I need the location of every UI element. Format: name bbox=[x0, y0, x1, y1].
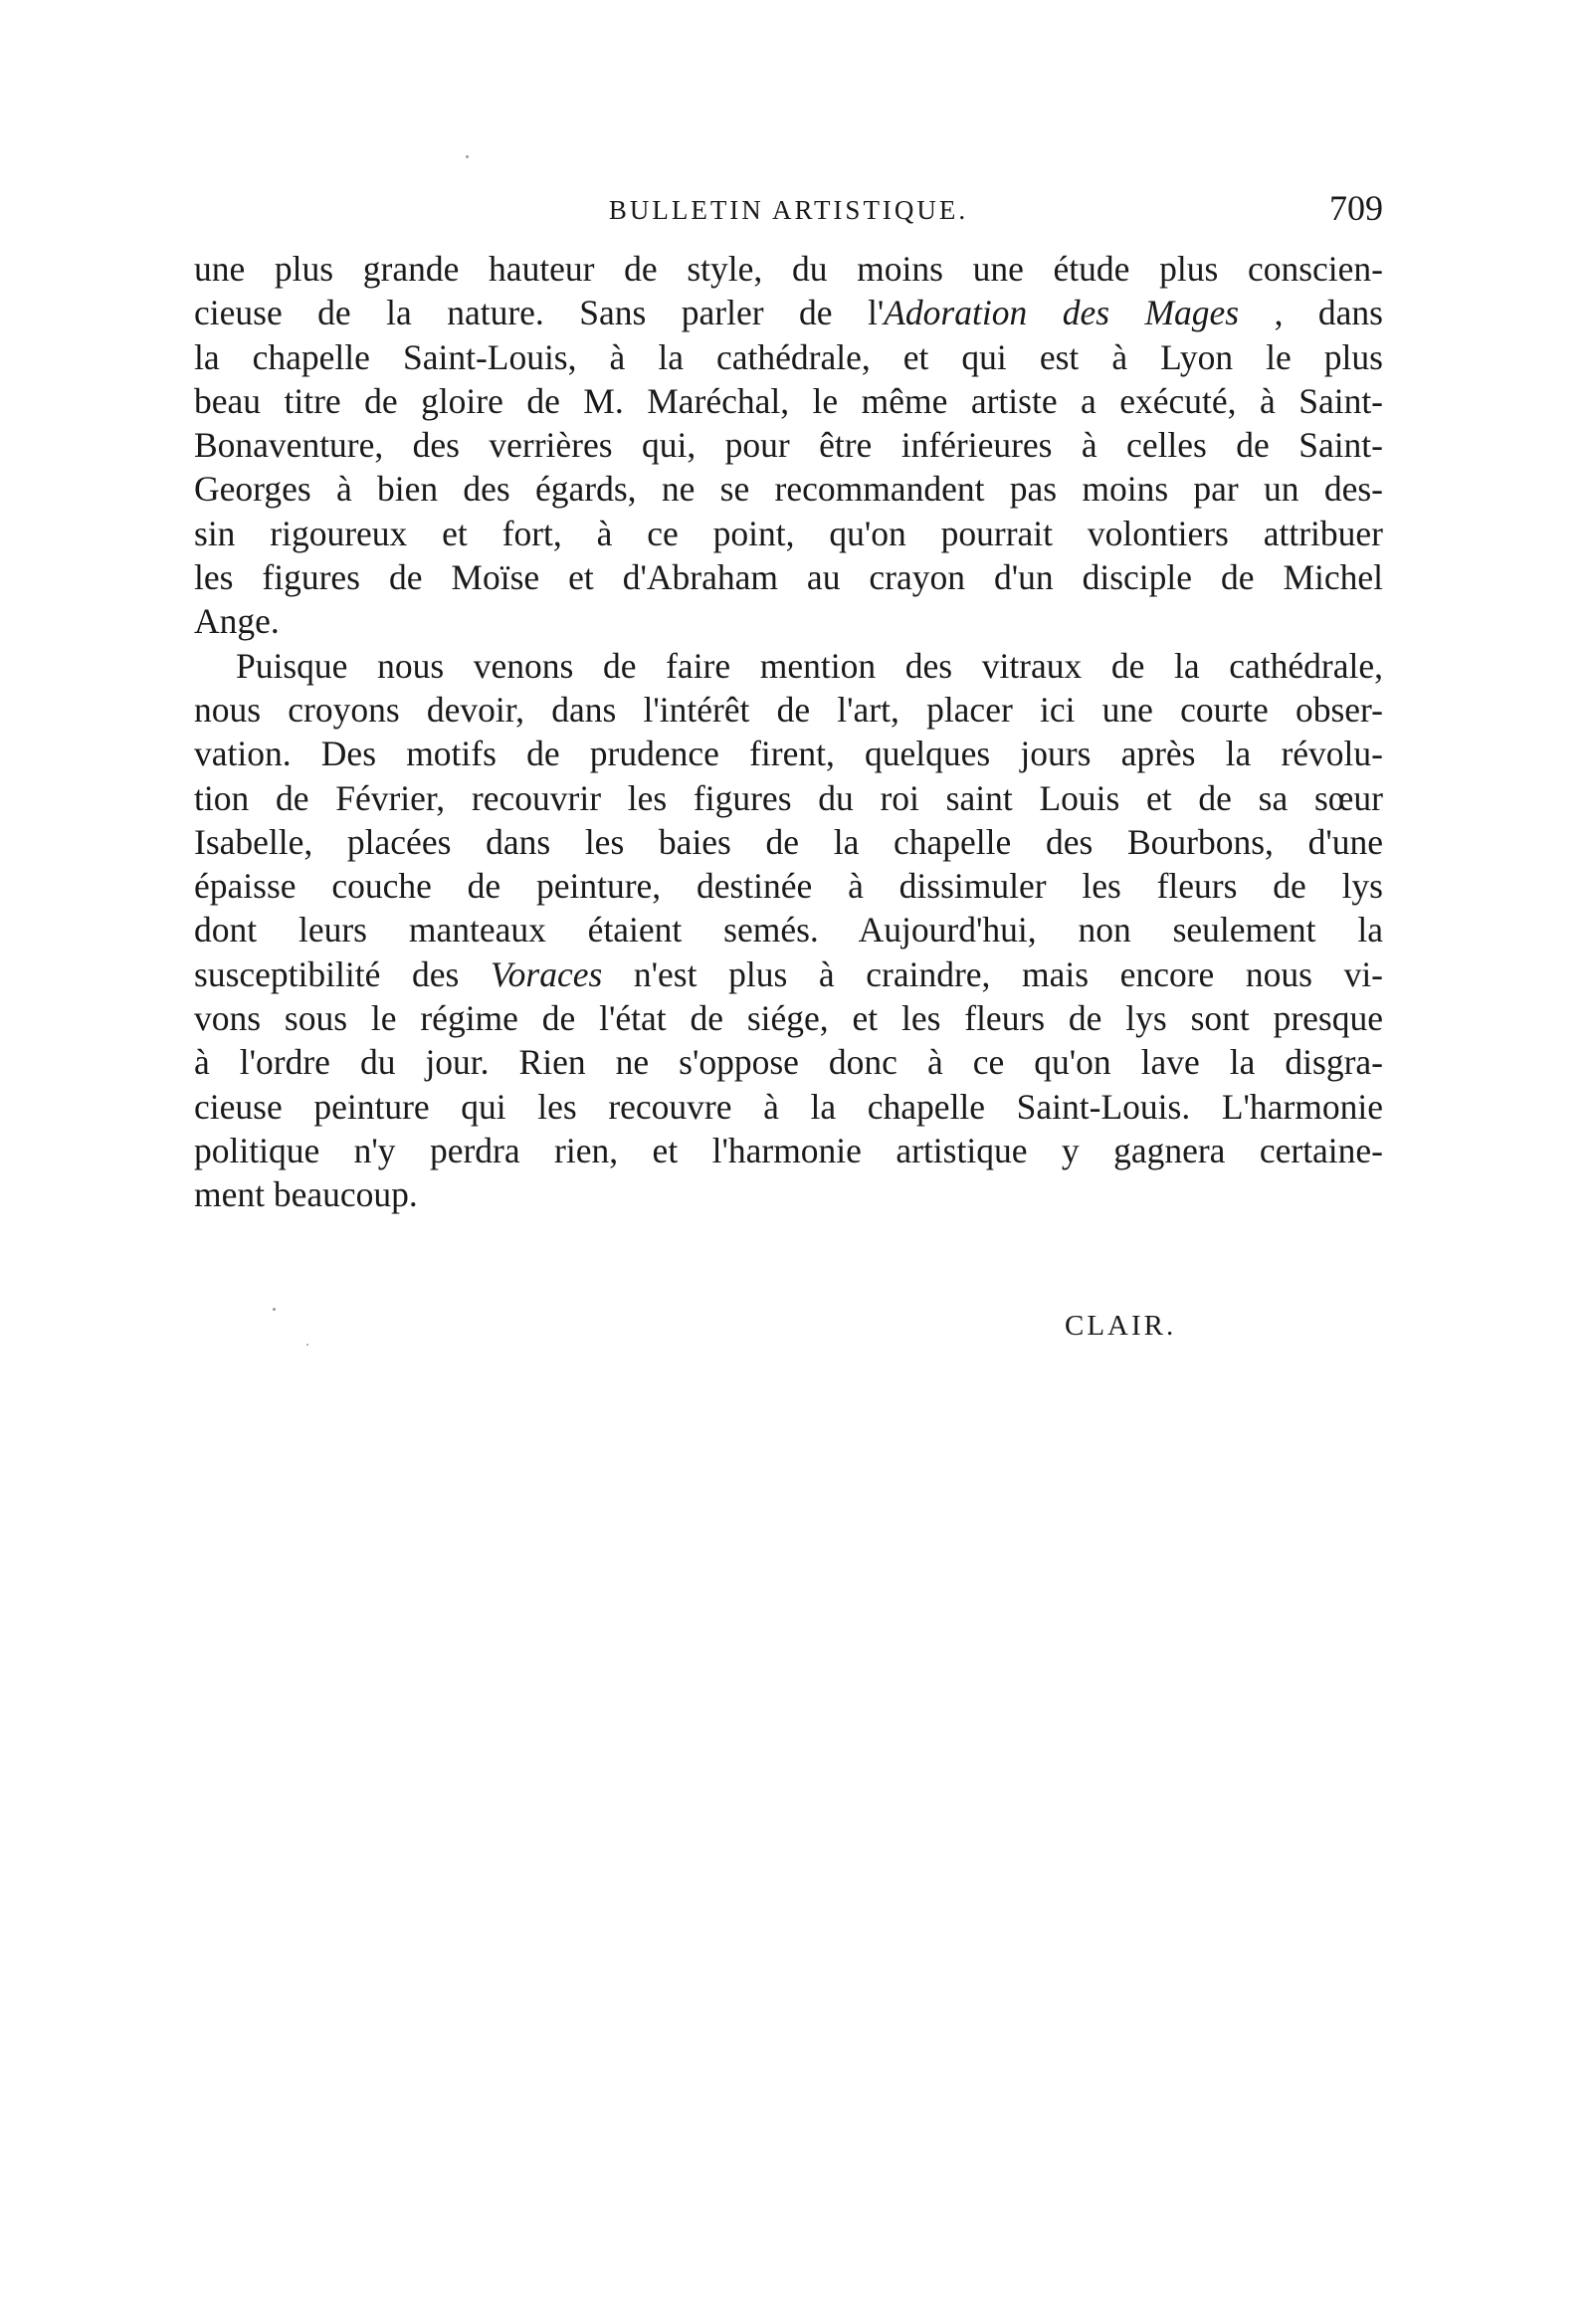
paragraph-1 bbox=[194, 247, 1383, 644]
text-line: beau titre de gloire de M. Maréchal, le même artiste a exécuté, à Saint- bbox=[194, 380, 1383, 421]
text-line: sin rigoureux et fort, à ce point, qu'on pourrait volontiers attribuer bbox=[194, 513, 1383, 553]
text-line: dont leurs manteaux étaient semés. Aujourd'hui, non seulement la bbox=[194, 910, 1383, 950]
text-line: Ange. bbox=[194, 601, 280, 642]
text-run: n'est plus à craindre, mais encore nous vi- bbox=[602, 953, 1384, 994]
text-line bbox=[194, 952, 1383, 996]
text-line: politique n'y perdra rien, et l'harmonie artistique y gagnera certaine- bbox=[194, 1130, 1383, 1170]
signature: CLAIR. bbox=[1065, 1310, 1177, 1342]
scan-speck bbox=[273, 1308, 276, 1311]
text-line: ment beaucoup. bbox=[194, 1174, 418, 1215]
text-line: Georges à bien des égards, ne se recommandent pas moins par un des- bbox=[194, 469, 1383, 510]
running-title: BULLETIN ARTISTIQUE. bbox=[608, 195, 969, 225]
text-line: les figures de Moïse et d'Abraham au crayon d'un disciple de Michel bbox=[194, 557, 1383, 598]
text-line: une plus grande hauteur de style, du moins une étude plus conscien- bbox=[194, 249, 1383, 289]
text-run: , dans bbox=[1239, 293, 1383, 333]
italic-title: Adoration des Mages bbox=[884, 293, 1240, 333]
text-run: cieuse de la nature. Sans parler de l' bbox=[194, 293, 885, 333]
body-text bbox=[194, 247, 1383, 1217]
page-number: 709 bbox=[1329, 188, 1383, 228]
text-line: épaisse couche de peinture, destinée à dissimuler les fleurs de lys bbox=[194, 866, 1383, 907]
italic-term: Voraces bbox=[490, 953, 603, 994]
text-line: nous croyons devoir, dans l'intérêt de l'art, placer ici une courte obser- bbox=[194, 689, 1383, 730]
text-line: vation. Des motifs de prudence firent, quelques jours après la révolu- bbox=[194, 734, 1383, 774]
text-line: cieuse peinture qui les recouvre à la chapelle Saint-Louis. L'harmonie bbox=[194, 1086, 1383, 1127]
text-line: vons sous le régime de l'état de siége, et les fleurs de lys sont presque bbox=[194, 998, 1383, 1039]
text-line: tion de Février, recouvrir les figures du roi saint Louis et de sa sœur bbox=[194, 777, 1383, 818]
text-line: Isabelle, placées dans les baies de la chapelle des Bourbons, d'une bbox=[194, 821, 1383, 862]
text-line: Bonaventure, des verrières qui, pour être inférieures à celles de Saint- bbox=[194, 425, 1383, 466]
text-run: susceptibilité des bbox=[194, 953, 491, 994]
text-line: Puisque nous venons de faire mention des vitraux de la cathédrale, bbox=[236, 645, 1383, 686]
text-line: la chapelle Saint-Louis, à la cathédrale, et qui est à Lyon le plus bbox=[194, 336, 1383, 377]
paragraph-2 bbox=[194, 644, 1383, 1217]
text-line bbox=[194, 291, 1383, 334]
scan-speck bbox=[466, 155, 469, 158]
scan-speck bbox=[306, 1344, 308, 1346]
running-head bbox=[194, 187, 1383, 237]
text-line: à l'ordre du jour. Rien ne s'oppose donc à ce qu'on lave la disgra- bbox=[194, 1042, 1383, 1083]
